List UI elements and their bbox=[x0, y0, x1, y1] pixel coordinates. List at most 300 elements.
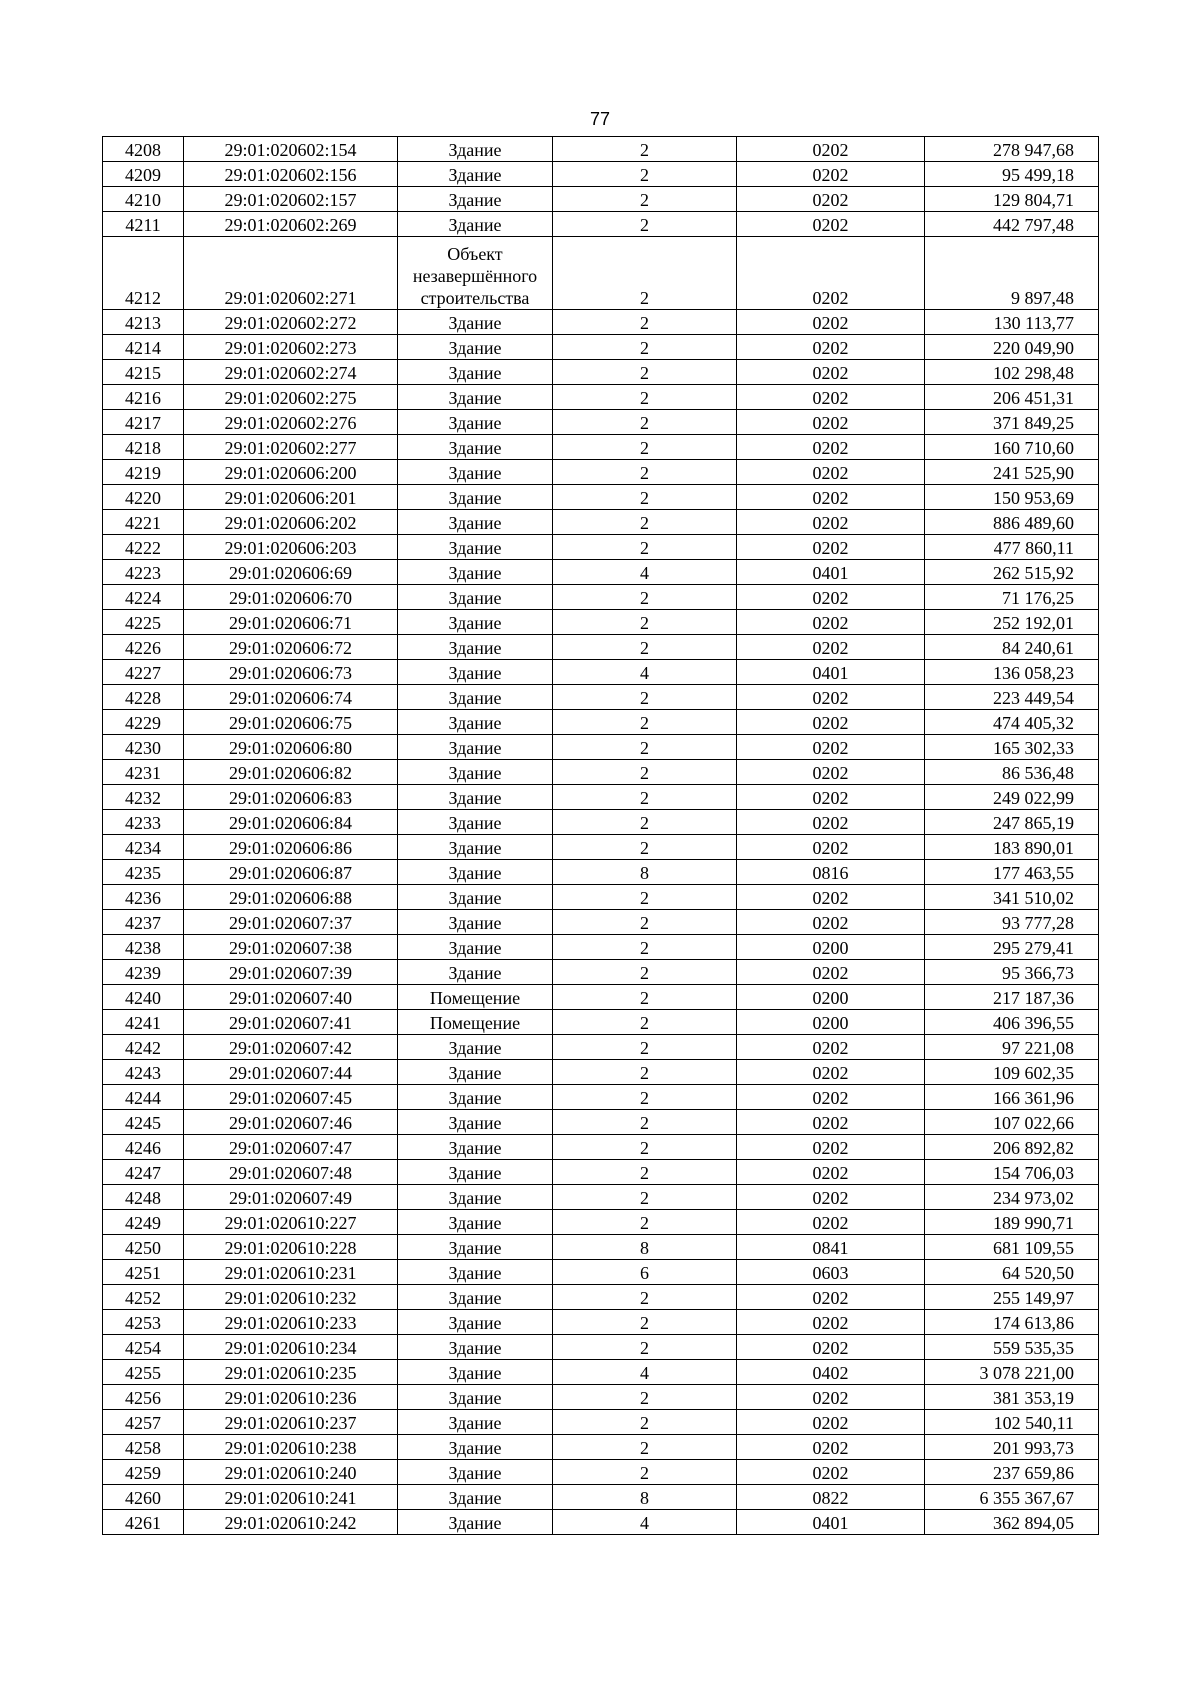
group-number-cell: 2 bbox=[553, 1110, 737, 1135]
object-type-cell: Здание bbox=[398, 910, 553, 935]
subgroup-code-cell: 0202 bbox=[737, 1460, 925, 1485]
subgroup-code-cell: 0402 bbox=[737, 1360, 925, 1385]
cadastral-value-cell: 474 405,32 bbox=[925, 710, 1099, 735]
subgroup-code-cell: 0202 bbox=[737, 310, 925, 335]
subgroup-code-cell: 0202 bbox=[737, 1060, 925, 1085]
group-number-cell: 2 bbox=[553, 1335, 737, 1360]
row-number-cell: 4243 bbox=[103, 1060, 184, 1085]
table-row bbox=[103, 885, 1099, 910]
cadastral-value-cell: 201 993,73 bbox=[925, 1435, 1099, 1460]
subgroup-code-cell: 0822 bbox=[737, 1485, 925, 1510]
object-type-cell: Здание bbox=[398, 585, 553, 610]
subgroup-code-cell: 0202 bbox=[737, 1110, 925, 1135]
cadastral-number-cell: 29:01:020606:88 bbox=[184, 885, 398, 910]
cadastral-value-cell: 84 240,61 bbox=[925, 635, 1099, 660]
group-number-cell: 2 bbox=[553, 310, 737, 335]
object-type-cell: Здание bbox=[398, 187, 553, 212]
table-row bbox=[103, 1185, 1099, 1210]
cadastral-value-cell: 102 298,48 bbox=[925, 360, 1099, 385]
row-number-cell: 4256 bbox=[103, 1385, 184, 1410]
subgroup-code-cell: 0202 bbox=[737, 237, 925, 310]
cadastral-value-cell: 559 535,35 bbox=[925, 1335, 1099, 1360]
subgroup-code-cell: 0202 bbox=[737, 885, 925, 910]
table-row bbox=[103, 760, 1099, 785]
group-number-cell: 2 bbox=[553, 635, 737, 660]
subgroup-code-cell: 0202 bbox=[737, 735, 925, 760]
row-number-cell: 4258 bbox=[103, 1435, 184, 1460]
cadastral-number-cell: 29:01:020610:241 bbox=[184, 1485, 398, 1510]
row-number-cell: 4259 bbox=[103, 1460, 184, 1485]
table-row bbox=[103, 187, 1099, 212]
row-number-cell: 4224 bbox=[103, 585, 184, 610]
cadastral-number-cell: 29:01:020602:274 bbox=[184, 360, 398, 385]
object-type-cell: Объект незавершённого строительства bbox=[398, 237, 553, 310]
row-number-cell: 4255 bbox=[103, 1360, 184, 1385]
cadastral-value-cell: 252 192,01 bbox=[925, 610, 1099, 635]
cadastral-number-cell: 29:01:020610:233 bbox=[184, 1310, 398, 1335]
cadastral-value-cell: 150 953,69 bbox=[925, 485, 1099, 510]
cadastral-number-cell: 29:01:020602:275 bbox=[184, 385, 398, 410]
group-number-cell: 2 bbox=[553, 710, 737, 735]
row-number-cell: 4239 bbox=[103, 960, 184, 985]
cadastral-number-cell: 29:01:020602:157 bbox=[184, 187, 398, 212]
group-number-cell: 2 bbox=[553, 485, 737, 510]
table-row bbox=[103, 860, 1099, 885]
subgroup-code-cell: 0202 bbox=[737, 1035, 925, 1060]
cadastral-value-cell: 278 947,68 bbox=[925, 137, 1099, 162]
cadastral-value-cell: 136 058,23 bbox=[925, 660, 1099, 685]
row-number-cell: 4250 bbox=[103, 1235, 184, 1260]
cadastral-value-cell: 189 990,71 bbox=[925, 1210, 1099, 1235]
cadastral-number-cell: 29:01:020602:272 bbox=[184, 310, 398, 335]
subgroup-code-cell: 0841 bbox=[737, 1235, 925, 1260]
cadastral-number-cell: 29:01:020606:203 bbox=[184, 535, 398, 560]
subgroup-code-cell: 0202 bbox=[737, 1285, 925, 1310]
group-number-cell: 2 bbox=[553, 460, 737, 485]
group-number-cell: 2 bbox=[553, 1060, 737, 1085]
table-row bbox=[103, 935, 1099, 960]
cadastral-value-cell: 247 865,19 bbox=[925, 810, 1099, 835]
row-number-cell: 4238 bbox=[103, 935, 184, 960]
cadastral-number-cell: 29:01:020610:234 bbox=[184, 1335, 398, 1360]
group-number-cell: 2 bbox=[553, 435, 737, 460]
group-number-cell: 4 bbox=[553, 1360, 737, 1385]
cadastral-value-cell: 262 515,92 bbox=[925, 560, 1099, 585]
table-row bbox=[103, 1285, 1099, 1310]
cadastral-number-cell: 29:01:020607:48 bbox=[184, 1160, 398, 1185]
subgroup-code-cell: 0202 bbox=[737, 485, 925, 510]
group-number-cell: 2 bbox=[553, 1385, 737, 1410]
cadastral-value-cell: 249 022,99 bbox=[925, 785, 1099, 810]
cadastral-value-cell: 86 536,48 bbox=[925, 760, 1099, 785]
row-number-cell: 4210 bbox=[103, 187, 184, 212]
page-number: 77 bbox=[589, 109, 611, 129]
cadastral-number-cell: 29:01:020606:83 bbox=[184, 785, 398, 810]
cadastral-number-cell: 29:01:020607:45 bbox=[184, 1085, 398, 1110]
row-number-cell: 4215 bbox=[103, 360, 184, 385]
row-number-cell: 4234 bbox=[103, 835, 184, 860]
subgroup-code-cell: 0202 bbox=[737, 360, 925, 385]
row-number-cell: 4217 bbox=[103, 410, 184, 435]
row-number-cell: 4228 bbox=[103, 685, 184, 710]
group-number-cell: 2 bbox=[553, 162, 737, 187]
object-type-cell: Здание bbox=[398, 935, 553, 960]
row-number-cell: 4251 bbox=[103, 1260, 184, 1285]
group-number-cell: 2 bbox=[553, 335, 737, 360]
row-number-cell: 4244 bbox=[103, 1085, 184, 1110]
cadastral-number-cell: 29:01:020607:44 bbox=[184, 1060, 398, 1085]
row-number-cell: 4237 bbox=[103, 910, 184, 935]
row-number-cell: 4252 bbox=[103, 1285, 184, 1310]
cadastral-number-cell: 29:01:020602:271 bbox=[184, 237, 398, 310]
group-number-cell: 2 bbox=[553, 1160, 737, 1185]
table-row bbox=[103, 585, 1099, 610]
subgroup-code-cell: 0202 bbox=[737, 1385, 925, 1410]
cadastral-number-cell: 29:01:020606:86 bbox=[184, 835, 398, 860]
cadastral-number-cell: 29:01:020606:71 bbox=[184, 610, 398, 635]
group-number-cell: 4 bbox=[553, 560, 737, 585]
cadastral-value-cell: 64 520,50 bbox=[925, 1260, 1099, 1285]
cadastral-number-cell: 29:01:020606:74 bbox=[184, 685, 398, 710]
subgroup-code-cell: 0202 bbox=[737, 1185, 925, 1210]
table-row bbox=[103, 360, 1099, 385]
group-number-cell: 2 bbox=[553, 960, 737, 985]
group-number-cell: 2 bbox=[553, 785, 737, 810]
cadastral-number-cell: 29:01:020610:238 bbox=[184, 1435, 398, 1460]
subgroup-code-cell: 0202 bbox=[737, 137, 925, 162]
group-number-cell: 2 bbox=[553, 685, 737, 710]
row-number-cell: 4218 bbox=[103, 435, 184, 460]
row-number-cell: 4216 bbox=[103, 385, 184, 410]
subgroup-code-cell: 0202 bbox=[737, 1410, 925, 1435]
cadastral-value-cell: 154 706,03 bbox=[925, 1160, 1099, 1185]
table-row bbox=[103, 1010, 1099, 1035]
table-row bbox=[103, 910, 1099, 935]
object-type-cell: Здание bbox=[398, 460, 553, 485]
subgroup-code-cell: 0202 bbox=[737, 212, 925, 237]
table-row bbox=[103, 835, 1099, 860]
row-number-cell: 4226 bbox=[103, 635, 184, 660]
subgroup-code-cell: 0200 bbox=[737, 985, 925, 1010]
group-number-cell: 2 bbox=[553, 985, 737, 1010]
cadastral-number-cell: 29:01:020610:227 bbox=[184, 1210, 398, 1235]
object-type-cell: Здание bbox=[398, 710, 553, 735]
subgroup-code-cell: 0603 bbox=[737, 1260, 925, 1285]
group-number-cell: 2 bbox=[553, 1085, 737, 1110]
row-number-cell: 4230 bbox=[103, 735, 184, 760]
object-type-cell: Здание bbox=[398, 310, 553, 335]
subgroup-code-cell: 0202 bbox=[737, 1210, 925, 1235]
row-number-cell: 4214 bbox=[103, 335, 184, 360]
group-number-cell: 2 bbox=[553, 1460, 737, 1485]
cadastral-number-cell: 29:01:020607:42 bbox=[184, 1035, 398, 1060]
table-row bbox=[103, 435, 1099, 460]
object-type-cell: Здание bbox=[398, 885, 553, 910]
table-row bbox=[103, 410, 1099, 435]
row-number-cell: 4208 bbox=[103, 137, 184, 162]
cadastral-value-cell: 9 897,48 bbox=[925, 237, 1099, 310]
object-type-cell: Здание bbox=[398, 485, 553, 510]
row-number-cell: 4249 bbox=[103, 1210, 184, 1235]
cadastral-value-cell: 886 489,60 bbox=[925, 510, 1099, 535]
group-number-cell: 2 bbox=[553, 137, 737, 162]
cadastral-value-cell: 102 540,11 bbox=[925, 1410, 1099, 1435]
cadastral-number-cell: 29:01:020607:41 bbox=[184, 1010, 398, 1035]
cadastral-value-cell: 166 361,96 bbox=[925, 1085, 1099, 1110]
table-row bbox=[103, 1510, 1099, 1535]
subgroup-code-cell: 0202 bbox=[737, 710, 925, 735]
object-type-cell: Здание bbox=[398, 1510, 553, 1535]
group-number-cell: 8 bbox=[553, 1235, 737, 1260]
subgroup-code-cell: 0202 bbox=[737, 410, 925, 435]
object-type-cell: Здание bbox=[398, 1060, 553, 1085]
table-row bbox=[103, 960, 1099, 985]
subgroup-code-cell: 0202 bbox=[737, 535, 925, 560]
object-type-cell: Здание bbox=[398, 1335, 553, 1360]
group-number-cell: 2 bbox=[553, 237, 737, 310]
cadastral-value-cell: 295 279,41 bbox=[925, 935, 1099, 960]
table-row bbox=[103, 162, 1099, 187]
cadastral-value-cell: 109 602,35 bbox=[925, 1060, 1099, 1085]
table-row bbox=[103, 237, 1099, 310]
group-number-cell: 2 bbox=[553, 760, 737, 785]
object-type-cell: Здание bbox=[398, 560, 553, 585]
group-number-cell: 2 bbox=[553, 1435, 737, 1460]
table-row bbox=[103, 710, 1099, 735]
object-type-cell: Здание bbox=[398, 1110, 553, 1135]
subgroup-code-cell: 0202 bbox=[737, 187, 925, 212]
table-row bbox=[103, 560, 1099, 585]
object-type-cell: Здание bbox=[398, 1035, 553, 1060]
cadastral-number-cell: 29:01:020610:237 bbox=[184, 1410, 398, 1435]
row-number-cell: 4221 bbox=[103, 510, 184, 535]
row-number-cell: 4233 bbox=[103, 810, 184, 835]
table-row bbox=[103, 1360, 1099, 1385]
cadastral-number-cell: 29:01:020606:80 bbox=[184, 735, 398, 760]
subgroup-code-cell: 0401 bbox=[737, 660, 925, 685]
object-type-cell: Здание bbox=[398, 810, 553, 835]
row-number-cell: 4209 bbox=[103, 162, 184, 187]
object-type-cell: Здание bbox=[398, 1410, 553, 1435]
group-number-cell: 2 bbox=[553, 935, 737, 960]
object-type-cell: Здание bbox=[398, 960, 553, 985]
table-row bbox=[103, 1110, 1099, 1135]
cadastral-value-cell: 362 894,05 bbox=[925, 1510, 1099, 1535]
group-number-cell: 4 bbox=[553, 1510, 737, 1535]
row-number-cell: 4260 bbox=[103, 1485, 184, 1510]
subgroup-code-cell: 0202 bbox=[737, 960, 925, 985]
subgroup-code-cell: 0202 bbox=[737, 510, 925, 535]
table-row bbox=[103, 535, 1099, 560]
table-row bbox=[103, 1410, 1099, 1435]
table-row bbox=[103, 460, 1099, 485]
cadastral-number-cell: 29:01:020610:228 bbox=[184, 1235, 398, 1260]
group-number-cell: 2 bbox=[553, 1035, 737, 1060]
subgroup-code-cell: 0202 bbox=[737, 460, 925, 485]
group-number-cell: 2 bbox=[553, 510, 737, 535]
row-number-cell: 4245 bbox=[103, 1110, 184, 1135]
row-number-cell: 4231 bbox=[103, 760, 184, 785]
object-type-cell: Здание bbox=[398, 1160, 553, 1185]
subgroup-code-cell: 0200 bbox=[737, 1010, 925, 1035]
object-type-cell: Здание bbox=[398, 385, 553, 410]
group-number-cell: 2 bbox=[553, 585, 737, 610]
cadastral-value-cell: 177 463,55 bbox=[925, 860, 1099, 885]
row-number-cell: 4247 bbox=[103, 1160, 184, 1185]
row-number-cell: 4246 bbox=[103, 1135, 184, 1160]
object-type-cell: Здание bbox=[398, 860, 553, 885]
row-number-cell: 4253 bbox=[103, 1310, 184, 1335]
subgroup-code-cell: 0202 bbox=[737, 1310, 925, 1335]
subgroup-code-cell: 0202 bbox=[737, 335, 925, 360]
cadastral-value-cell: 217 187,36 bbox=[925, 985, 1099, 1010]
group-number-cell: 2 bbox=[553, 1210, 737, 1235]
row-number-cell: 4213 bbox=[103, 310, 184, 335]
row-number-cell: 4240 bbox=[103, 985, 184, 1010]
object-type-cell: Здание bbox=[398, 360, 553, 385]
object-type-cell: Здание bbox=[398, 435, 553, 460]
cadastral-value-cell: 681 109,55 bbox=[925, 1235, 1099, 1260]
row-number-cell: 4236 bbox=[103, 885, 184, 910]
group-number-cell: 2 bbox=[553, 385, 737, 410]
object-type-cell: Здание bbox=[398, 735, 553, 760]
group-number-cell: 2 bbox=[553, 810, 737, 835]
row-number-cell: 4261 bbox=[103, 1510, 184, 1535]
group-number-cell: 2 bbox=[553, 1010, 737, 1035]
object-type-cell: Здание bbox=[398, 1435, 553, 1460]
subgroup-code-cell: 0202 bbox=[737, 1085, 925, 1110]
cadastral-number-cell: 29:01:020602:276 bbox=[184, 410, 398, 435]
cadastral-number-cell: 29:01:020607:37 bbox=[184, 910, 398, 935]
subgroup-code-cell: 0816 bbox=[737, 860, 925, 885]
table-row bbox=[103, 1160, 1099, 1185]
subgroup-code-cell: 0202 bbox=[737, 610, 925, 635]
row-number-cell: 4212 bbox=[103, 237, 184, 310]
cadastral-number-cell: 29:01:020606:69 bbox=[184, 560, 398, 585]
group-number-cell: 2 bbox=[553, 1310, 737, 1335]
row-number-cell: 4219 bbox=[103, 460, 184, 485]
object-type-cell: Здание bbox=[398, 137, 553, 162]
cadastral-value-cell: 130 113,77 bbox=[925, 310, 1099, 335]
object-type-cell: Здание bbox=[398, 835, 553, 860]
table-row bbox=[103, 660, 1099, 685]
object-type-cell: Здание bbox=[398, 1285, 553, 1310]
subgroup-code-cell: 0202 bbox=[737, 1435, 925, 1460]
object-type-cell: Здание bbox=[398, 760, 553, 785]
object-type-cell: Здание bbox=[398, 510, 553, 535]
cadastral-number-cell: 29:01:020607:47 bbox=[184, 1135, 398, 1160]
object-type-cell: Здание bbox=[398, 685, 553, 710]
table-row bbox=[103, 685, 1099, 710]
subgroup-code-cell: 0202 bbox=[737, 910, 925, 935]
object-type-cell: Помещение bbox=[398, 985, 553, 1010]
row-number-cell: 4248 bbox=[103, 1185, 184, 1210]
cadastral-value-cell: 165 302,33 bbox=[925, 735, 1099, 760]
table-row bbox=[103, 635, 1099, 660]
table-row bbox=[103, 735, 1099, 760]
table-body bbox=[103, 137, 1099, 1535]
table-row bbox=[103, 1385, 1099, 1410]
cadastral-number-cell: 29:01:020606:70 bbox=[184, 585, 398, 610]
cadastral-value-cell: 3 078 221,00 bbox=[925, 1360, 1099, 1385]
object-type-cell: Здание bbox=[398, 1235, 553, 1260]
object-type-cell: Здание bbox=[398, 1310, 553, 1335]
row-number-cell: 4222 bbox=[103, 535, 184, 560]
object-type-cell: Здание bbox=[398, 162, 553, 187]
cadastral-number-cell: 29:01:020607:39 bbox=[184, 960, 398, 985]
cadastral-number-cell: 29:01:020607:38 bbox=[184, 935, 398, 960]
group-number-cell: 8 bbox=[553, 1485, 737, 1510]
cadastral-number-cell: 29:01:020610:240 bbox=[184, 1460, 398, 1485]
table-row bbox=[103, 610, 1099, 635]
subgroup-code-cell: 0202 bbox=[737, 810, 925, 835]
group-number-cell: 2 bbox=[553, 1285, 737, 1310]
cadastral-number-cell: 29:01:020607:49 bbox=[184, 1185, 398, 1210]
subgroup-code-cell: 0401 bbox=[737, 560, 925, 585]
table-row bbox=[103, 485, 1099, 510]
cadastral-value-cell: 95 366,73 bbox=[925, 960, 1099, 985]
row-number-cell: 4227 bbox=[103, 660, 184, 685]
cadastral-value-cell: 220 049,90 bbox=[925, 335, 1099, 360]
object-type-cell: Здание bbox=[398, 410, 553, 435]
table-row bbox=[103, 1435, 1099, 1460]
cadastral-number-cell: 29:01:020610:236 bbox=[184, 1385, 398, 1410]
cadastral-number-cell: 29:01:020602:269 bbox=[184, 212, 398, 237]
cadastral-value-cell: 442 797,48 bbox=[925, 212, 1099, 237]
cadastral-value-cell: 371 849,25 bbox=[925, 410, 1099, 435]
cadastral-value-cell: 71 176,25 bbox=[925, 585, 1099, 610]
table-row bbox=[103, 1310, 1099, 1335]
group-number-cell: 2 bbox=[553, 1185, 737, 1210]
group-number-cell: 2 bbox=[553, 535, 737, 560]
table-row bbox=[103, 1135, 1099, 1160]
table-row bbox=[103, 310, 1099, 335]
subgroup-code-cell: 0202 bbox=[737, 435, 925, 460]
table-row bbox=[103, 137, 1099, 162]
table-row bbox=[103, 1035, 1099, 1060]
object-type-cell: Здание bbox=[398, 1485, 553, 1510]
cadastral-number-cell: 29:01:020606:201 bbox=[184, 485, 398, 510]
cadastral-number-cell: 29:01:020606:202 bbox=[184, 510, 398, 535]
cadastral-number-cell: 29:01:020606:84 bbox=[184, 810, 398, 835]
group-number-cell: 2 bbox=[553, 610, 737, 635]
cadastral-number-cell: 29:01:020602:154 bbox=[184, 137, 398, 162]
group-number-cell: 4 bbox=[553, 660, 737, 685]
object-type-cell: Здание bbox=[398, 1360, 553, 1385]
subgroup-code-cell: 0401 bbox=[737, 1510, 925, 1535]
subgroup-code-cell: 0202 bbox=[737, 835, 925, 860]
table-row bbox=[103, 335, 1099, 360]
row-number-cell: 4257 bbox=[103, 1410, 184, 1435]
row-number-cell: 4225 bbox=[103, 610, 184, 635]
row-number-cell: 4229 bbox=[103, 710, 184, 735]
object-type-cell: Здание bbox=[398, 535, 553, 560]
group-number-cell: 2 bbox=[553, 212, 737, 237]
cadastral-value-cell: 381 353,19 bbox=[925, 1385, 1099, 1410]
cadastral-number-cell: 29:01:020606:200 bbox=[184, 460, 398, 485]
cadastral-value-cell: 237 659,86 bbox=[925, 1460, 1099, 1485]
subgroup-code-cell: 0200 bbox=[737, 935, 925, 960]
subgroup-code-cell: 0202 bbox=[737, 760, 925, 785]
group-number-cell: 6 bbox=[553, 1260, 737, 1285]
table-row bbox=[103, 985, 1099, 1010]
table-row bbox=[103, 1060, 1099, 1085]
row-number-cell: 4254 bbox=[103, 1335, 184, 1360]
table-row bbox=[103, 1485, 1099, 1510]
cadastral-number-cell: 29:01:020607:40 bbox=[184, 985, 398, 1010]
cadastral-number-cell: 29:01:020602:277 bbox=[184, 435, 398, 460]
cadastral-value-cell: 97 221,08 bbox=[925, 1035, 1099, 1060]
